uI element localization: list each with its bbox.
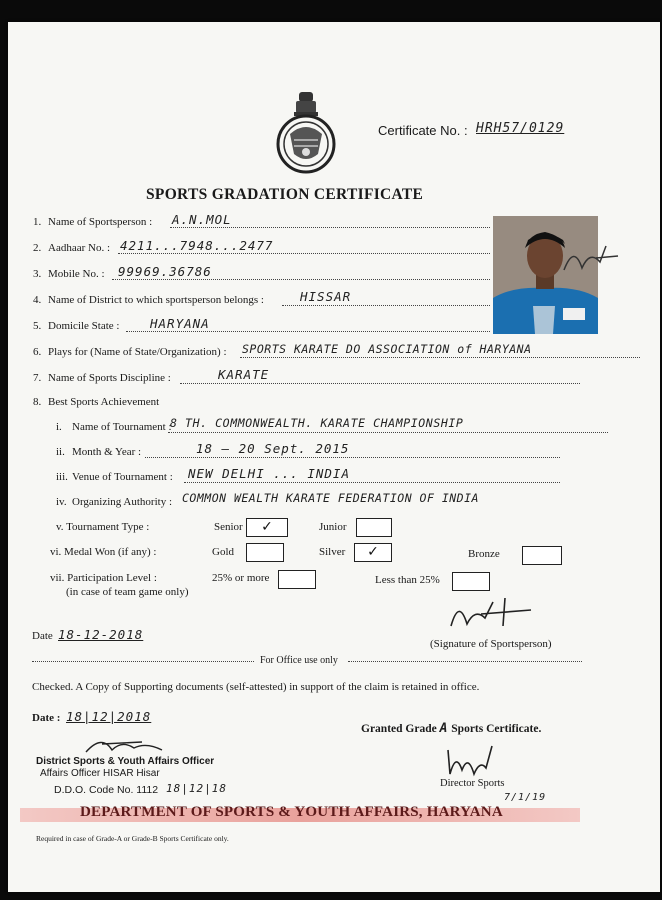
granted-grade xyxy=(361,721,541,736)
sportsperson-date-label: Date xyxy=(32,630,53,642)
gold-checkbox[interactable] xyxy=(246,543,284,562)
sportsperson-name-value: A.N.MOL xyxy=(172,212,232,227)
office-date-value: 18|12|2018 xyxy=(66,709,152,724)
stamp-line-3: D.D.O. Code No. 1112 xyxy=(54,784,159,796)
granted-prefix: Granted Grade xyxy=(361,723,437,735)
bronze-checkbox[interactable] xyxy=(522,546,562,565)
domicile-value: HARYANA xyxy=(150,316,210,331)
office-date-label: Date : xyxy=(32,712,61,724)
plays-for-value: SPORTS KARATE DO ASSOCIATION of HARYANA xyxy=(242,342,532,356)
stamp-line-1: District Sports & Youth Affairs Officer xyxy=(36,756,215,767)
organizer-value: COMMON WEALTH KARATE FEDERATION OF INDIA xyxy=(182,491,479,505)
participation-label: vii. Participation Level : xyxy=(50,572,157,584)
tournament-type-label: v. Tournament Type : xyxy=(56,521,150,533)
participation-option1-label: 25% or more xyxy=(212,572,270,584)
granted-suffix: Sports Certificate. xyxy=(451,723,542,735)
footer-note: Required in case of Grade-A or Grade-B Sports Certificate only. xyxy=(36,834,229,843)
state-emblem-icon xyxy=(272,90,340,178)
stamp-date: 18|12|18 xyxy=(166,782,227,795)
certificate-number-value: HRH57/0129 xyxy=(476,121,565,136)
junior-checkbox[interactable] xyxy=(356,518,392,537)
gold-label: Gold xyxy=(212,546,234,558)
signature-label: (Signature of Sportsperson) xyxy=(430,638,552,650)
junior-label: Junior xyxy=(319,521,347,533)
discipline-value: KARATE xyxy=(218,367,270,382)
medal-label: vi. Medal Won (if any) : xyxy=(50,546,157,558)
granted-grade-value: A xyxy=(439,721,449,736)
sportsperson-signature-icon xyxy=(445,594,535,634)
month-year-value: 18 – 20 Sept. 2015 xyxy=(196,441,350,456)
sportsperson-date-value: 18-12-2018 xyxy=(58,627,144,642)
venue-value: NEW DELHI ... INDIA xyxy=(188,466,350,481)
participation-option2-checkbox[interactable] xyxy=(452,572,490,591)
bronze-label: Bronze xyxy=(468,548,500,560)
checked-statement: Checked. A Copy of Supporting documents (self-attested) in support of the claim is retained in office. xyxy=(32,681,480,693)
district-value: HISSAR xyxy=(300,289,352,304)
page-title: SPORTS GRADATION CERTIFICATE xyxy=(146,186,424,203)
silver-checkbox[interactable]: ✓ xyxy=(354,543,392,562)
participation-sublabel: (in case of team game only) xyxy=(66,586,189,598)
photo-signature-icon xyxy=(560,240,620,280)
tournament-name-value: 8 TH. COMMONWEALTH. KARATE CHAMPIONSHIP xyxy=(170,416,464,430)
senior-label: Senior xyxy=(214,521,243,533)
silver-label: Silver xyxy=(319,546,346,558)
participation-option2-label: Less than 25% xyxy=(375,574,440,586)
senior-checkbox[interactable]: ✓ xyxy=(246,518,288,537)
mobile-value: 99969.36786 xyxy=(118,264,212,279)
certificate-number-label: Certificate No. : xyxy=(378,123,468,138)
aadhaar-value: 4211...7948...2477 xyxy=(120,238,274,253)
office-use-label: For Office use only xyxy=(260,655,338,666)
participation-option1-checkbox[interactable] xyxy=(278,570,316,589)
stamp-line-2: Affairs Officer HISAR Hisar xyxy=(40,768,160,779)
director-date: 7/1/19 xyxy=(504,792,547,803)
director-label: Director Sports xyxy=(440,778,505,789)
department-name: DEPARTMENT OF SPORTS & YOUTH AFFAIRS, HARYANA xyxy=(80,804,503,820)
